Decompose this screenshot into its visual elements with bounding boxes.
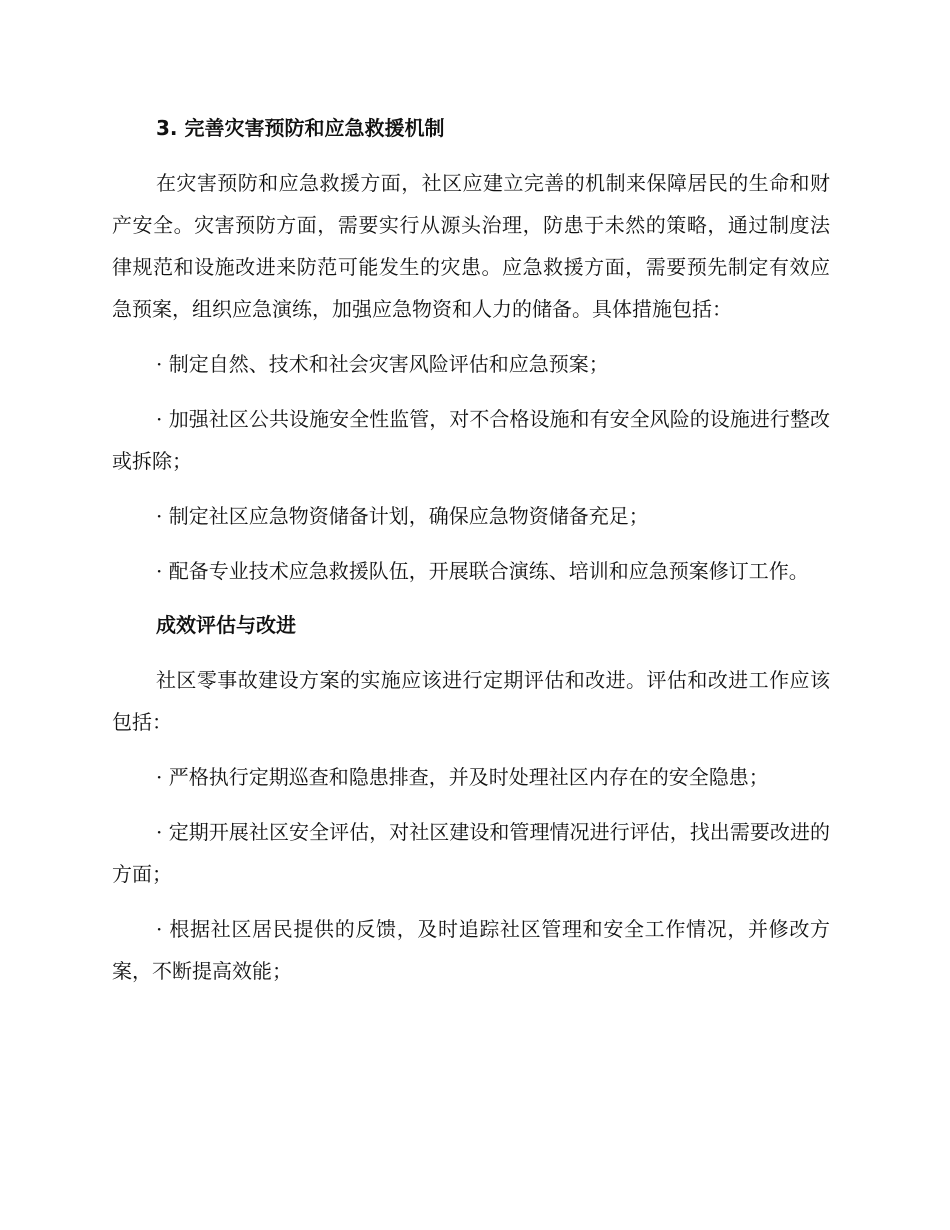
bullet-item: · 制定自然、技术和社会灾害风险评估和应急预案； <box>156 352 609 376</box>
bullet-item: · 配备专业技术应急救援队伍，开展联合演练、培训和应急预案修订工作。 <box>156 559 809 583</box>
bullet-item: · 加强社区公共设施安全性监管，对不合格设施和有安全风险的设施进行整改或拆除； <box>112 407 830 473</box>
bullet-item: · 根据社区居民提供的反馈，及时追踪社区管理和安全工作情况，并修改方案，不断提高效能； <box>112 917 830 983</box>
section-intro-paragraph: 在灾害预防和应急救援方面，社区应建立完善的机制来保障居民的生命和财产安全。灾害预防方面，需要实行从源头治理，防患于未然的策略，通过制度法律规范和设施改进来防范可能发生的灾患。应急救援方面，需要预先制定有效应急预案，组织应急演练，加强应急物资和人力的储备。具体措施包括： <box>112 171 830 321</box>
section-intro-paragraph: 社区零事故建设方案的实施应该进行定期评估和改进。评估和改进工作应该包括： <box>112 668 830 734</box>
section-heading-disaster-prevention: 3. 完善灾害预防和应急救援机制 <box>156 116 445 140</box>
bullet-item: · 制定社区应急物资储备计划，确保应急物资储备充足； <box>156 504 649 528</box>
bullet-item: · 严格执行定期巡查和隐患排查，并及时处理社区内存在的安全隐患； <box>156 765 769 789</box>
bullet-item: · 定期开展社区安全评估，对社区建设和管理情况进行评估，找出需要改进的方面； <box>112 820 830 886</box>
section-heading-evaluation: 成效评估与改进 <box>156 613 296 637</box>
document-body <box>112 108 830 1005</box>
